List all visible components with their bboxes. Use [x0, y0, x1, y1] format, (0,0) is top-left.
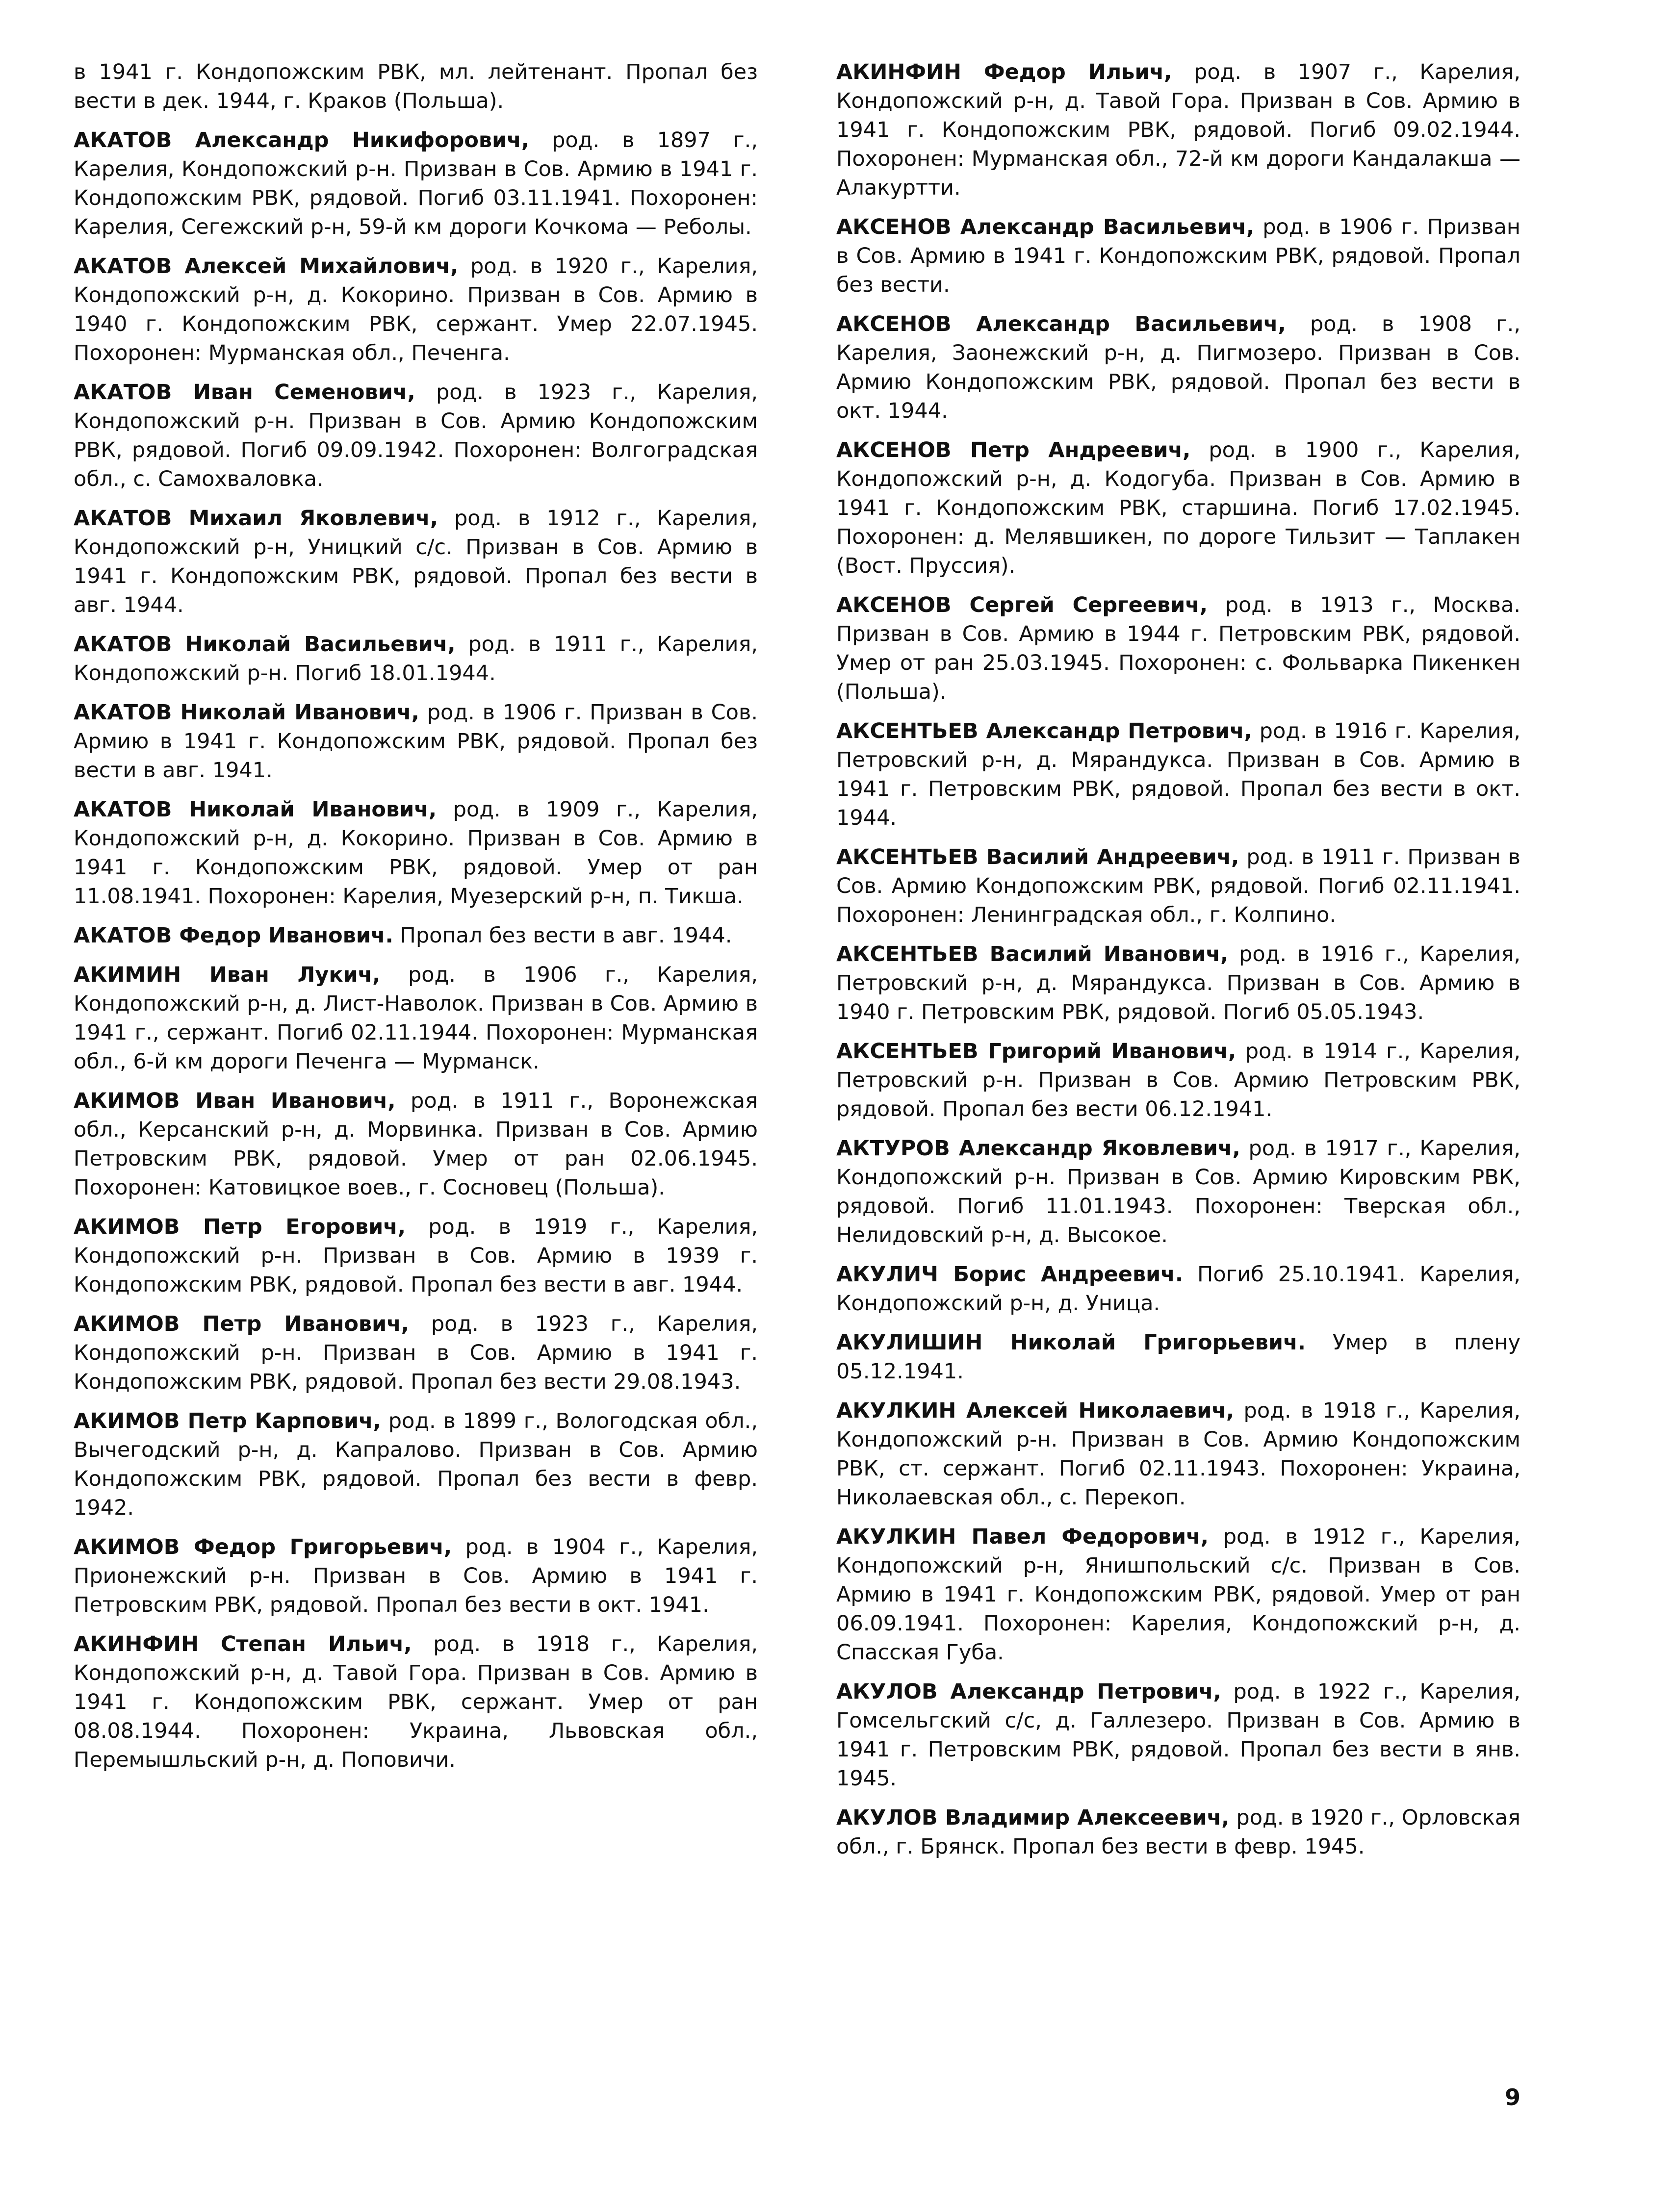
casualty-entry — [74, 1533, 758, 1620]
casualty-entry — [836, 1328, 1520, 1386]
entry-details: в 1941 г. Кондопожским РВК, мл. лейтенант. Пропал без вести в дек. 1944, г. Краков (Польша). — [74, 60, 758, 113]
entry-name: АКУЛОВ Владимир Алексеевич, — [836, 1805, 1230, 1830]
casualty-entry — [74, 58, 758, 116]
entry-details: род. в 1909 г., Карелия, Кондопожский р-н, д. Кокорино. Призван в Сов. Армию в 1941 г. Кондопожским РВК, рядовой. Умер от ран 11.08.1941. Похоронен: Карелия, Муезерский р-н, п. Тикша. — [74, 797, 758, 909]
entry-name: АКУЛКИН Павел Федорович, — [836, 1525, 1209, 1549]
entry-details: род. в 1919 г., Карелия, Кондопожский р-н. Призван в Сов. Армию в 1939 г. Кондопожским РВК, рядовой. Пропал без вести в авг. 1944. — [74, 1215, 758, 1297]
entry-details: род. в 1911 г., Карелия, Кондопожский р-н. Погиб 18.01.1944. — [74, 632, 758, 686]
entry-name: АКАТОВ Иван Семенович, — [74, 380, 415, 405]
entry-details: род. в 1914 г., Карелия, Петровский р-н. Призван в Сов. Армию Петровским РВК, рядовой. Пропал без вести 06.12.1941. — [836, 1039, 1520, 1121]
casualty-entry — [836, 843, 1520, 930]
entry-details: род. в 1920 г., Карелия, Кондопожский р-н, д. Кокорино. Призван в Сов. Армию в 1940 г. Кондопожским РВК, сержант. Умер 22.07.1945. Похоронен: Мурманская обл., Печенга. — [74, 254, 758, 365]
entry-details: Пропал без вести в авг. 1944. — [393, 923, 732, 948]
entry-name: АКУЛИШИН Николай Григорьевич. — [836, 1330, 1306, 1355]
entry-details: род. в 1923 г., Карелия, Кондопожский р-н. Призван в Сов. Армию в 1941 г. Кондопожским РВК, рядовой. Пропал без вести 29.08.1943. — [74, 1312, 758, 1394]
entry-name: АКИМОВ Иван Иванович, — [74, 1089, 396, 1113]
entry-name: АКУЛОВ Александр Петрович, — [836, 1679, 1221, 1704]
entry-details: род. в 1916 г., Карелия, Петровский р-н, д. Мярандукса. Призван в Сов. Армию в 1940 г. Петровским РВК, рядовой. Погиб 05.05.1943. — [836, 942, 1521, 1024]
casualty-entry — [74, 1407, 758, 1523]
casualty-entry — [74, 1630, 758, 1775]
entry-details: род. в 1899 г., Вологодская обл., Вычегодский р-н, д. Капралово. Призван в Сов. Армию Кондопожским РВК, рядовой. Пропал без вести в февр. 1942. — [74, 1409, 758, 1520]
entry-name: АКСЕНОВ Сергей Сергеевич, — [836, 593, 1208, 617]
casualty-entry — [836, 1260, 1520, 1318]
casualty-entry — [74, 126, 758, 242]
entry-name: АКСЕНТЬЕВ Григорий Иванович, — [836, 1039, 1237, 1064]
casualty-entry — [74, 961, 758, 1076]
entry-name: АКСЕНТЬЕВ Александр Петрович, — [836, 719, 1252, 743]
entry-name: АКАТОВ Алексей Михайлович, — [74, 254, 459, 279]
casualty-entry — [836, 1804, 1520, 1861]
entry-name: АКСЕНОВ Петр Андреевич, — [836, 438, 1191, 462]
entry-details: род. в 1923 г., Карелия, Кондопожский р-н. Призван в Сов. Армию Кондопожским РВК, рядовой. Погиб 09.09.1942. Похоронен: Волгоградская обл., с. Самохваловка. — [74, 380, 758, 491]
entry-name: АКСЕНОВ Александр Васильевич, — [836, 312, 1286, 336]
entry-name: АКИМОВ Федор Григорьевич, — [74, 1535, 452, 1559]
entry-details: род. в 1906 г. Призван в Сов. Армию в 1941 г. Кондопожским РВК, рядовой. Пропал без вести. — [836, 215, 1520, 297]
entry-details: род. в 1922 г., Карелия, Гомсельгский с/с, д. Галлезеро. Призван в Сов. Армию в 1941 г. Петровским РВК, рядовой. Пропал без вести в янв. 1945. — [836, 1679, 1521, 1791]
casualty-entry — [836, 436, 1520, 581]
entry-details: род. в 1920 г., Орловская обл., г. Брянск. Пропал без вести в февр. 1945. — [836, 1805, 1520, 1859]
entry-details: род. в 1918 г., Карелия, Кондопожский р-н, д. Тавой Гора. Призван в Сов. Армию в 1941 г. Кондопожским РВК, сержант. Умер от ран 08.08.1944. Похоронен: Украина, Львовская обл., Перемышльский р-н, д. Поповичи. — [74, 1632, 758, 1772]
casualty-entry — [836, 940, 1520, 1027]
entry-details: род. в 1911 г., Воронежская обл., Керсанский р-н, д. Морвинка. Призван в Сов. Армию Петровским РВК, рядовой. Умер от ран 02.06.1945. Похоронен: Катовицкое воев., г. Сосновец (Польша). — [74, 1089, 758, 1200]
casualty-entry — [836, 213, 1520, 300]
casualty-entry — [74, 378, 758, 494]
entry-details: род. в 1916 г. Карелия, Петровский р-н, д. Мярандукса. Призван в Сов. Армию в 1941 г. Петровским РВК, рядовой. Пропал без вести в окт. 1944. — [836, 719, 1520, 830]
casualty-entry — [836, 1037, 1520, 1124]
entry-name: АКУЛКИН Алексей Николаевич, — [836, 1398, 1235, 1423]
casualty-entry — [836, 1678, 1520, 1793]
entry-details: Погиб 25.10.1941. Карелия, Кондопожский р-н, д. Уница. — [836, 1262, 1520, 1316]
entry-name: АКАТОВ Николай Иванович, — [74, 700, 419, 725]
casualty-entry — [836, 310, 1520, 426]
entry-name: АКИМОВ Петр Егорович, — [74, 1215, 406, 1239]
entry-name: АКУЛИЧ Борис Андреевич. — [836, 1262, 1184, 1287]
entry-name: АКИМОВ Петр Иванович, — [74, 1312, 410, 1336]
casualty-entry — [836, 58, 1520, 203]
casualty-entry — [74, 252, 758, 368]
casualty-entry — [74, 1310, 758, 1397]
page-number: 9 — [1505, 2084, 1521, 2110]
entry-name: АКИНФИН Федор Ильич, — [836, 60, 1172, 84]
casualty-entry — [74, 630, 758, 688]
casualty-entry — [836, 1134, 1520, 1250]
casualty-entry — [74, 504, 758, 620]
entry-details: род. в 1913 г., Москва. Призван в Сов. Армию в 1944 г. Петровским РВК, рядовой. Умер от ран 25.03.1945. Похоронен: с. Фольварка Пикенкен (Польша). — [836, 593, 1520, 704]
entry-name: АКИМОВ Петр Карпович, — [74, 1409, 381, 1433]
entry-name: АКАТОВ Александр Никифорович, — [74, 128, 530, 153]
entry-details: род. в 1917 г., Карелия, Кондопожский р-н. Призван в Сов. Армию Кировским РВК, рядовой. Погиб 11.01.1943. Похоронен: Тверская обл., Нелидовский р-н, д. Высокое. — [836, 1136, 1520, 1247]
right-column — [836, 58, 1520, 1872]
entry-details: род. в 1900 г., Карелия, Кондопожский р-н, д. Кодогуба. Призван в Сов. Армию в 1941 г. Кондопожским РВК, старшина. Погиб 17.02.1945. Похоронен: д. Мелявшикен, по дороге Тильзит — Таплакен (Вост. Пруссия). — [836, 438, 1520, 578]
entry-name: АКАТОВ Николай Васильевич, — [74, 632, 456, 657]
entry-name: АКИМИН Иван Лукич, — [74, 963, 381, 987]
entry-name: АКТУРОВ Александр Яковлевич, — [836, 1136, 1240, 1161]
entry-details: род. в 1911 г. Призван в Сов. Армию Кондопожским РВК, рядовой. Погиб 02.11.1941. Похоронен: Ленинградская обл., г. Колпино. — [836, 845, 1520, 927]
casualty-entry — [74, 795, 758, 911]
entry-details: род. в 1906 г., Карелия, Кондопожский р-н, д. Лист-Наволок. Призван в Сов. Армию в 1941 г., сержант. Погиб 02.11.1944. Похоронен: Мурманская обл., 6-й км дороги Печенга — Мурманск. — [74, 963, 758, 1074]
entry-name: АКАТОВ Федор Иванович. — [74, 923, 393, 948]
entry-details: род. в 1897 г., Карелия, Кондопожский р-н. Призван в Сов. Армию в 1941 г. Кондопожским РВК, рядовой. Погиб 03.11.1941. Похоронен: Карелия, Сегежский р-н, 59-й км дороги Кочкома — Реболы. — [74, 128, 758, 239]
casualty-entry — [836, 1397, 1520, 1512]
entry-details: род. в 1912 г., Карелия, Кондопожский р-н, Уницкий с/с. Призван в Сов. Армию в 1941 г. Кондопожским РВК, рядовой. Пропал без вести в авг. 1944. — [74, 506, 758, 617]
entry-name: АКАТОВ Николай Иванович, — [74, 797, 437, 822]
casualty-entry — [74, 1213, 758, 1299]
left-column — [74, 58, 758, 1785]
casualty-entry — [74, 1087, 758, 1202]
entry-details: род. в 1904 г., Карелия, Прионежский р-н. Призван в Сов. Армию в 1941 г. Петровским РВК, рядовой. Пропал без вести в окт. 1941. — [74, 1535, 758, 1617]
entry-details: род. в 1908 г., Карелия, Заонежский р-н, д. Пигмозеро. Призван в Сов. Армию Кондопожским РВК, рядовой. Пропал без вести в окт. 1944. — [836, 312, 1520, 423]
entry-name: АКИНФИН Степан Ильич, — [74, 1632, 412, 1656]
entry-name: АКАТОВ Михаил Яковлевич, — [74, 506, 438, 531]
casualty-entry — [836, 591, 1520, 707]
entry-name: АКСЕНОВ Александр Васильевич, — [836, 215, 1255, 239]
entry-details: Умер в плену 05.12.1941. — [836, 1330, 1520, 1384]
entry-name: АКСЕНТЬЕВ Василий Иванович, — [836, 942, 1229, 966]
entry-name: АКСЕНТЬЕВ Василий Андреевич, — [836, 845, 1239, 869]
entry-details: род. в 1906 г. Призван в Сов. Армию в 1941 г. Кондопожским РВК, рядовой. Пропал без вести в авг. 1941. — [74, 700, 758, 783]
casualty-entry — [74, 698, 758, 785]
casualty-entry — [74, 921, 758, 950]
casualty-entry — [836, 717, 1520, 833]
entry-details: род. в 1918 г., Карелия, Кондопожский р-н. Призван в Сов. Армию Кондопожским РВК, ст. сержант. Погиб 02.11.1943. Похоронен: Украина, Николаевская обл., с. Перекоп. — [836, 1398, 1520, 1510]
entry-details: род. в 1907 г., Карелия, Кондопожский р-н, д. Тавой Гора. Призван в Сов. Армию в 1941 г. Кондопожским РВК, рядовой. Погиб 09.02.1944. Похоронен: Мурманская обл., 72-й км дороги Кандалакша — Алакуртти. — [836, 60, 1520, 200]
casualty-entry — [836, 1523, 1520, 1667]
entry-details: род. в 1912 г., Карелия, Кондопожский р-н, Янишпольский с/с. Призван в Сов. Армию в 1941 г. Кондопожским РВК, рядовой. Умер от ран 06.09.1941. Похоронен: Карелия, Кондопожский р-н, д. Спасская Губа. — [836, 1525, 1521, 1665]
